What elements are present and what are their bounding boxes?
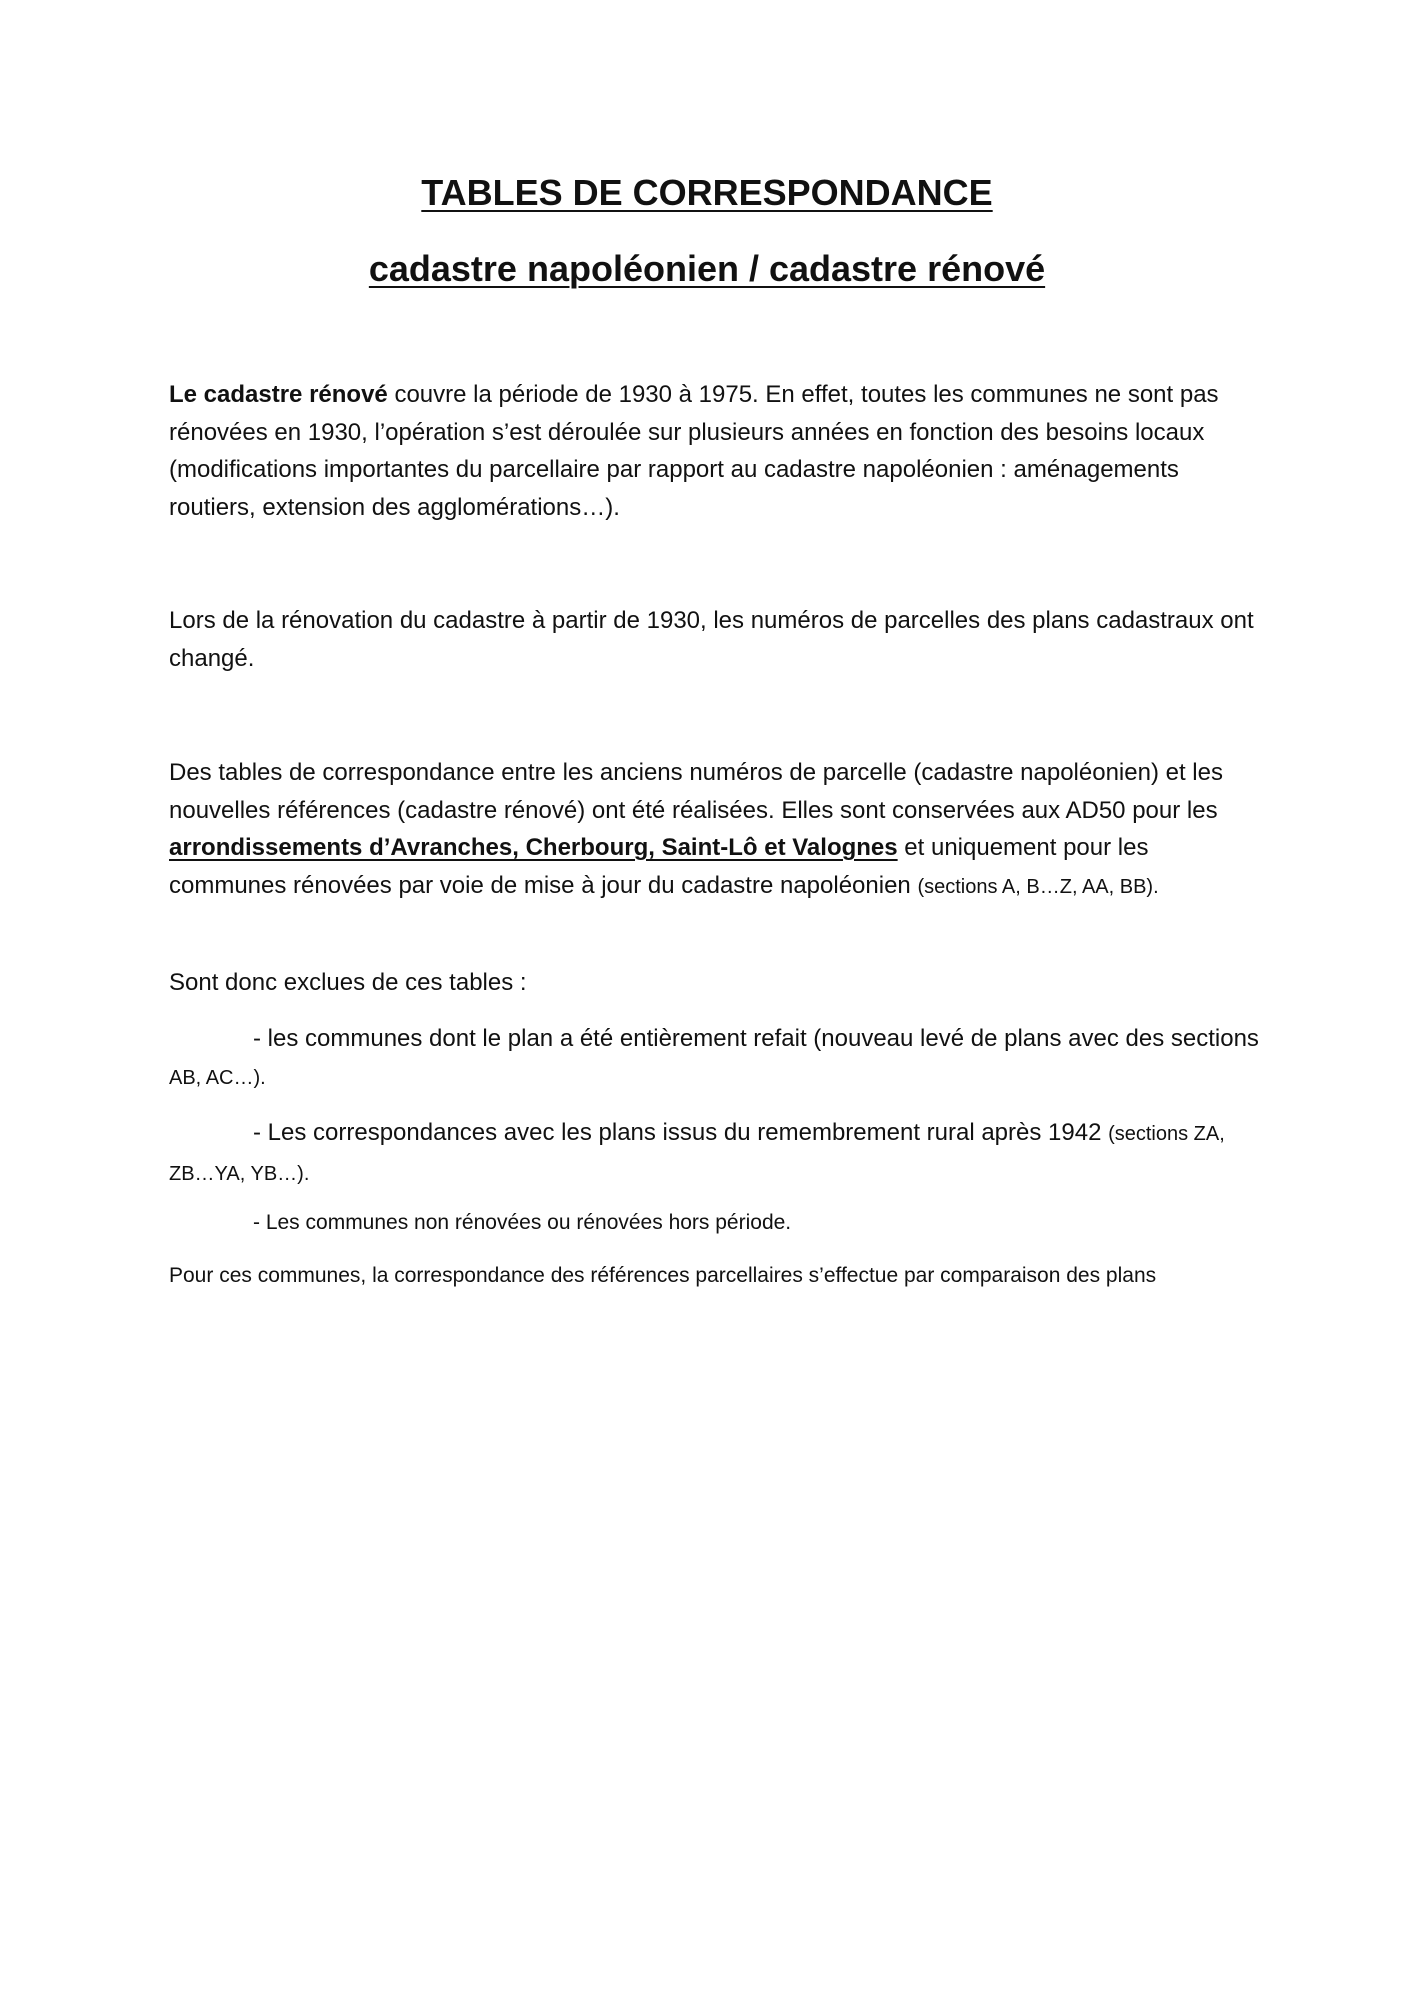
sections-text: AB, AC…). xyxy=(169,1066,266,1089)
sections-text: (sections A, B…Z, AA, BB). xyxy=(917,875,1159,898)
paragraph-renovation: Lors de la rénovation du cadastre à partir de 1930, les numéros de parcelles des plans cadastraux ont changé. xyxy=(169,607,1254,672)
paragraph-text: couvre la période de 1930 à 1975. En effet, toutes les communes ne sont pas rénovées en 1930, l’opération s’est déroulée sur plusieurs années en fonction des besoins locaux (modifications importantes du parcellaire par rapport au cadastre napoléonien : aménagements routiers, extension des agglomérations…). xyxy=(169,381,1219,521)
list-item-exclusion-3 xyxy=(169,1205,1259,1241)
paragraph-tables xyxy=(169,754,1259,906)
paragraph-exclusions-intro: Sont donc exclues de ces tables : xyxy=(169,969,527,996)
paragraph-conclusion: Pour ces communes, la correspondance des références parcellaires s’effectue par comparaison des plans xyxy=(169,1264,1157,1287)
page-subtitle: cadastre napoléonien / cadastre rénové xyxy=(368,248,1046,289)
list-item-exclusion-2 xyxy=(169,1114,1259,1193)
arrondissements-emphasis: arrondissements d’Avranches, Cherbourg, Saint-Lô et Valognes xyxy=(169,834,898,861)
paragraph-text: et uniquement pour les communes rénovées par voie de mise à jour du cadastre napoléonien xyxy=(169,834,1149,899)
sections-text: (sections ZA, ZB…YA, YB…). xyxy=(169,1123,1225,1185)
list-item-text: - Les correspondances avec les plans issus du remembrement rural après 1942 xyxy=(253,1119,1109,1146)
paragraph-text: Des tables de correspondance entre les anciens numéros de parcelle (cadastre napoléonien) et les nouvelles références (cadastre rénové) ont été réalisées. Elles sont conservées aux AD50 pour les xyxy=(169,759,1223,824)
page-title: TABLES DE CORRESPONDANCE xyxy=(421,172,993,213)
bold-lead-text: Le cadastre rénové xyxy=(169,381,388,408)
list-item-text: - les communes dont le plan a été entièrement refait (nouveau levé de plans avec des sections xyxy=(253,1025,1259,1052)
list-item-text: - Les communes non rénovées ou rénovées hors période. xyxy=(253,1211,792,1234)
paragraph-cadastre-renove xyxy=(169,376,1259,526)
list-item-exclusion-1 xyxy=(169,1020,1259,1097)
